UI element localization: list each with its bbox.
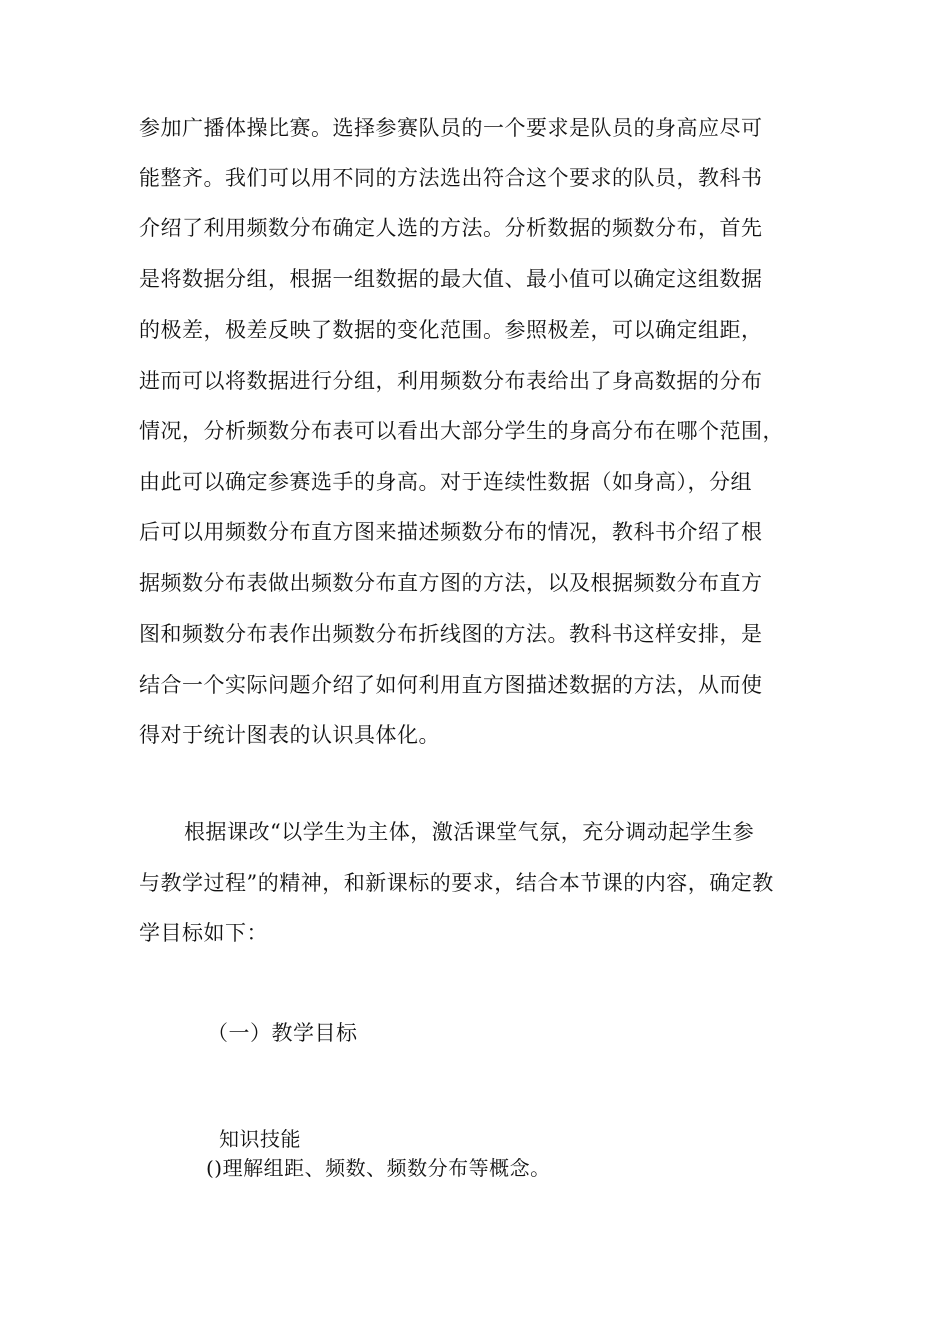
paragraph-line: 进而可以将数据进行分组，利用频数分布表给出了身高数据的分布	[139, 369, 763, 393]
paragraph-line: 情况，分析频数分布表可以看出大部分学生的身高分布在哪个范围，	[139, 419, 784, 443]
paragraph-line: 是将数据分组，根据一组数据的最大值、最小值可以确定这组数据	[139, 267, 763, 291]
paragraph-line: 图和频数分布表作出频数分布折线图的方法。教科书这样安排，是	[139, 622, 763, 646]
section-heading: （一）教学目标	[207, 1021, 358, 1045]
paragraph-line: 根据课改“以学生为主体，激活课堂气氛，充分调动起学生参	[184, 820, 755, 844]
paragraph-line: 得对于统计图表的认识具体化。	[139, 723, 440, 747]
paragraph-line: 后可以用频数分布直方图来描述频数分布的情况，教科书介绍了根	[139, 520, 763, 544]
paragraph-line: 与教学过程”的精神，和新课标的要求，结合本节课的内容，确定教	[139, 871, 774, 895]
subheading: 知识技能	[219, 1127, 301, 1151]
paragraph-line: 的极差，极差反映了数据的变化范围。参照极差，可以确定组距，	[139, 318, 763, 342]
paragraph-line: 据频数分布表做出频数分布直方图的方法，以及根据频数分布直方	[139, 571, 763, 595]
paragraph-line: 结合一个实际问题介绍了如何利用直方图描述数据的方法，从而使	[139, 673, 763, 697]
paragraph-line: 参加广播体操比赛。选择参赛队员的一个要求是队员的身高应尽可	[139, 116, 763, 140]
paragraph-line: 介绍了利用频数分布确定人选的方法。分析数据的频数分布，首先	[139, 216, 763, 240]
paragraph-line: 学目标如下：	[139, 921, 268, 945]
paragraph-line: 能整齐。我们可以用不同的方法选出符合这个要求的队员，教科书	[139, 166, 763, 190]
list-item: ()理解组距、频数、频数分布等概念。	[206, 1156, 551, 1180]
paragraph-line: 由此可以确定参赛选手的身高。对于连续性数据（如身高），分组	[139, 470, 752, 494]
